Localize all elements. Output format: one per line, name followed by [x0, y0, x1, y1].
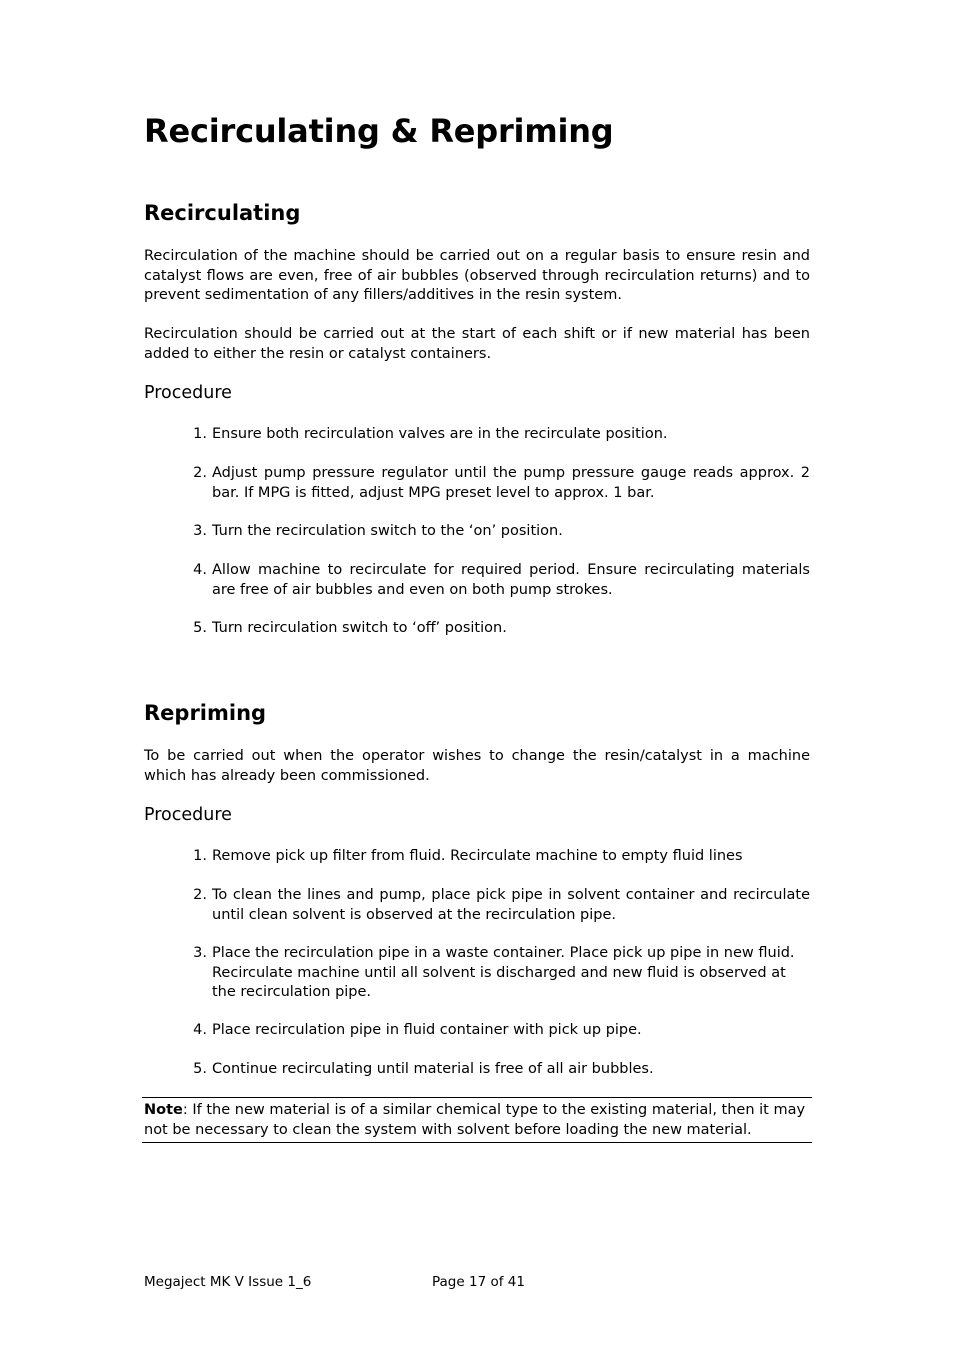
- recirculating-paragraph-1: Recirculation of the machine should be carried out on a regular basis to ensure resin and catalyst flows are even, free of air bubbles (observed through recirculation returns) and to prevent sedimentation of any fillers/additives in the resin system.: [144, 248, 810, 303]
- recirculating-procedure-heading: Procedure: [144, 383, 232, 403]
- repriming-paragraph-1: To be carried out when the operator wishes to change the resin/catalyst in a machine which has already been commissioned.: [144, 748, 810, 784]
- recirculating-step: [189, 464, 810, 503]
- repriming-step: [189, 886, 810, 925]
- section-heading-repriming: Repriming: [144, 701, 267, 725]
- step-number: 2.: [193, 465, 207, 481]
- step-text: Place recirculation pipe in fluid container with pick up pipe.: [212, 1022, 642, 1038]
- note-box: [142, 1097, 812, 1143]
- step-number: 2.: [193, 887, 207, 903]
- step-text: Place the recirculation pipe in a waste container. Place pick up pipe in new fluid. Recirculate machine until all solvent is discharged and new fluid is observed at the recirculation pipe.: [212, 945, 795, 1000]
- step-text: Remove pick up filter from fluid. Recirculate machine to empty fluid lines: [212, 848, 743, 864]
- step-text: Turn the recirculation switch to the ‘on’ position.: [212, 523, 563, 539]
- footer-document-id: Megaject MK V Issue 1_6: [144, 1274, 312, 1290]
- repriming-step: [189, 944, 810, 1003]
- page-title: Recirculating & Repriming: [144, 112, 614, 150]
- recirculating-paragraph-2: Recirculation should be carried out at the start of each shift or if new material has been added to either the resin or catalyst containers.: [144, 326, 810, 362]
- step-number: 4.: [193, 562, 207, 578]
- step-number: 1.: [193, 848, 207, 864]
- repriming-procedure-heading: Procedure: [144, 805, 232, 825]
- step-number: 3.: [193, 523, 207, 539]
- footer-page-number: Page 17 of 41: [432, 1274, 525, 1290]
- recirculating-step: [189, 619, 810, 639]
- repriming-step: [189, 1060, 810, 1080]
- step-text: Adjust pump pressure regulator until the pump pressure gauge reads approx. 2 bar. If MPG is fitted, adjust MPG preset level to approx. 1 bar.: [212, 465, 810, 501]
- step-number: 1.: [193, 426, 207, 442]
- step-text: Turn recirculation switch to ‘off’ position.: [212, 620, 507, 636]
- step-text: To clean the lines and pump, place pick pipe in solvent container and recirculate until clean solvent is observed at the recirculation pipe.: [212, 887, 810, 923]
- note-text: : If the new material is of a similar chemical type to the existing material, then it may not be necessary to clean the system with solvent before loading the new material.: [144, 1102, 806, 1138]
- recirculating-step: [189, 561, 810, 600]
- recirculating-step: [189, 425, 810, 445]
- step-number: 3.: [193, 945, 207, 961]
- step-text: Ensure both recirculation valves are in the recirculate position.: [212, 426, 668, 442]
- note-label: Note: [144, 1102, 183, 1118]
- step-number: 5.: [193, 620, 207, 636]
- repriming-step: [189, 1021, 810, 1041]
- step-number: 4.: [193, 1022, 207, 1038]
- step-number: 5.: [193, 1061, 207, 1077]
- section-heading-recirculating: Recirculating: [144, 201, 301, 225]
- recirculating-step: [189, 522, 810, 542]
- step-text: Allow machine to recirculate for required period. Ensure recirculating materials are free of air bubbles and even on both pump strokes.: [212, 562, 810, 598]
- repriming-step: [189, 847, 810, 867]
- step-text: Continue recirculating until material is free of all air bubbles.: [212, 1061, 654, 1077]
